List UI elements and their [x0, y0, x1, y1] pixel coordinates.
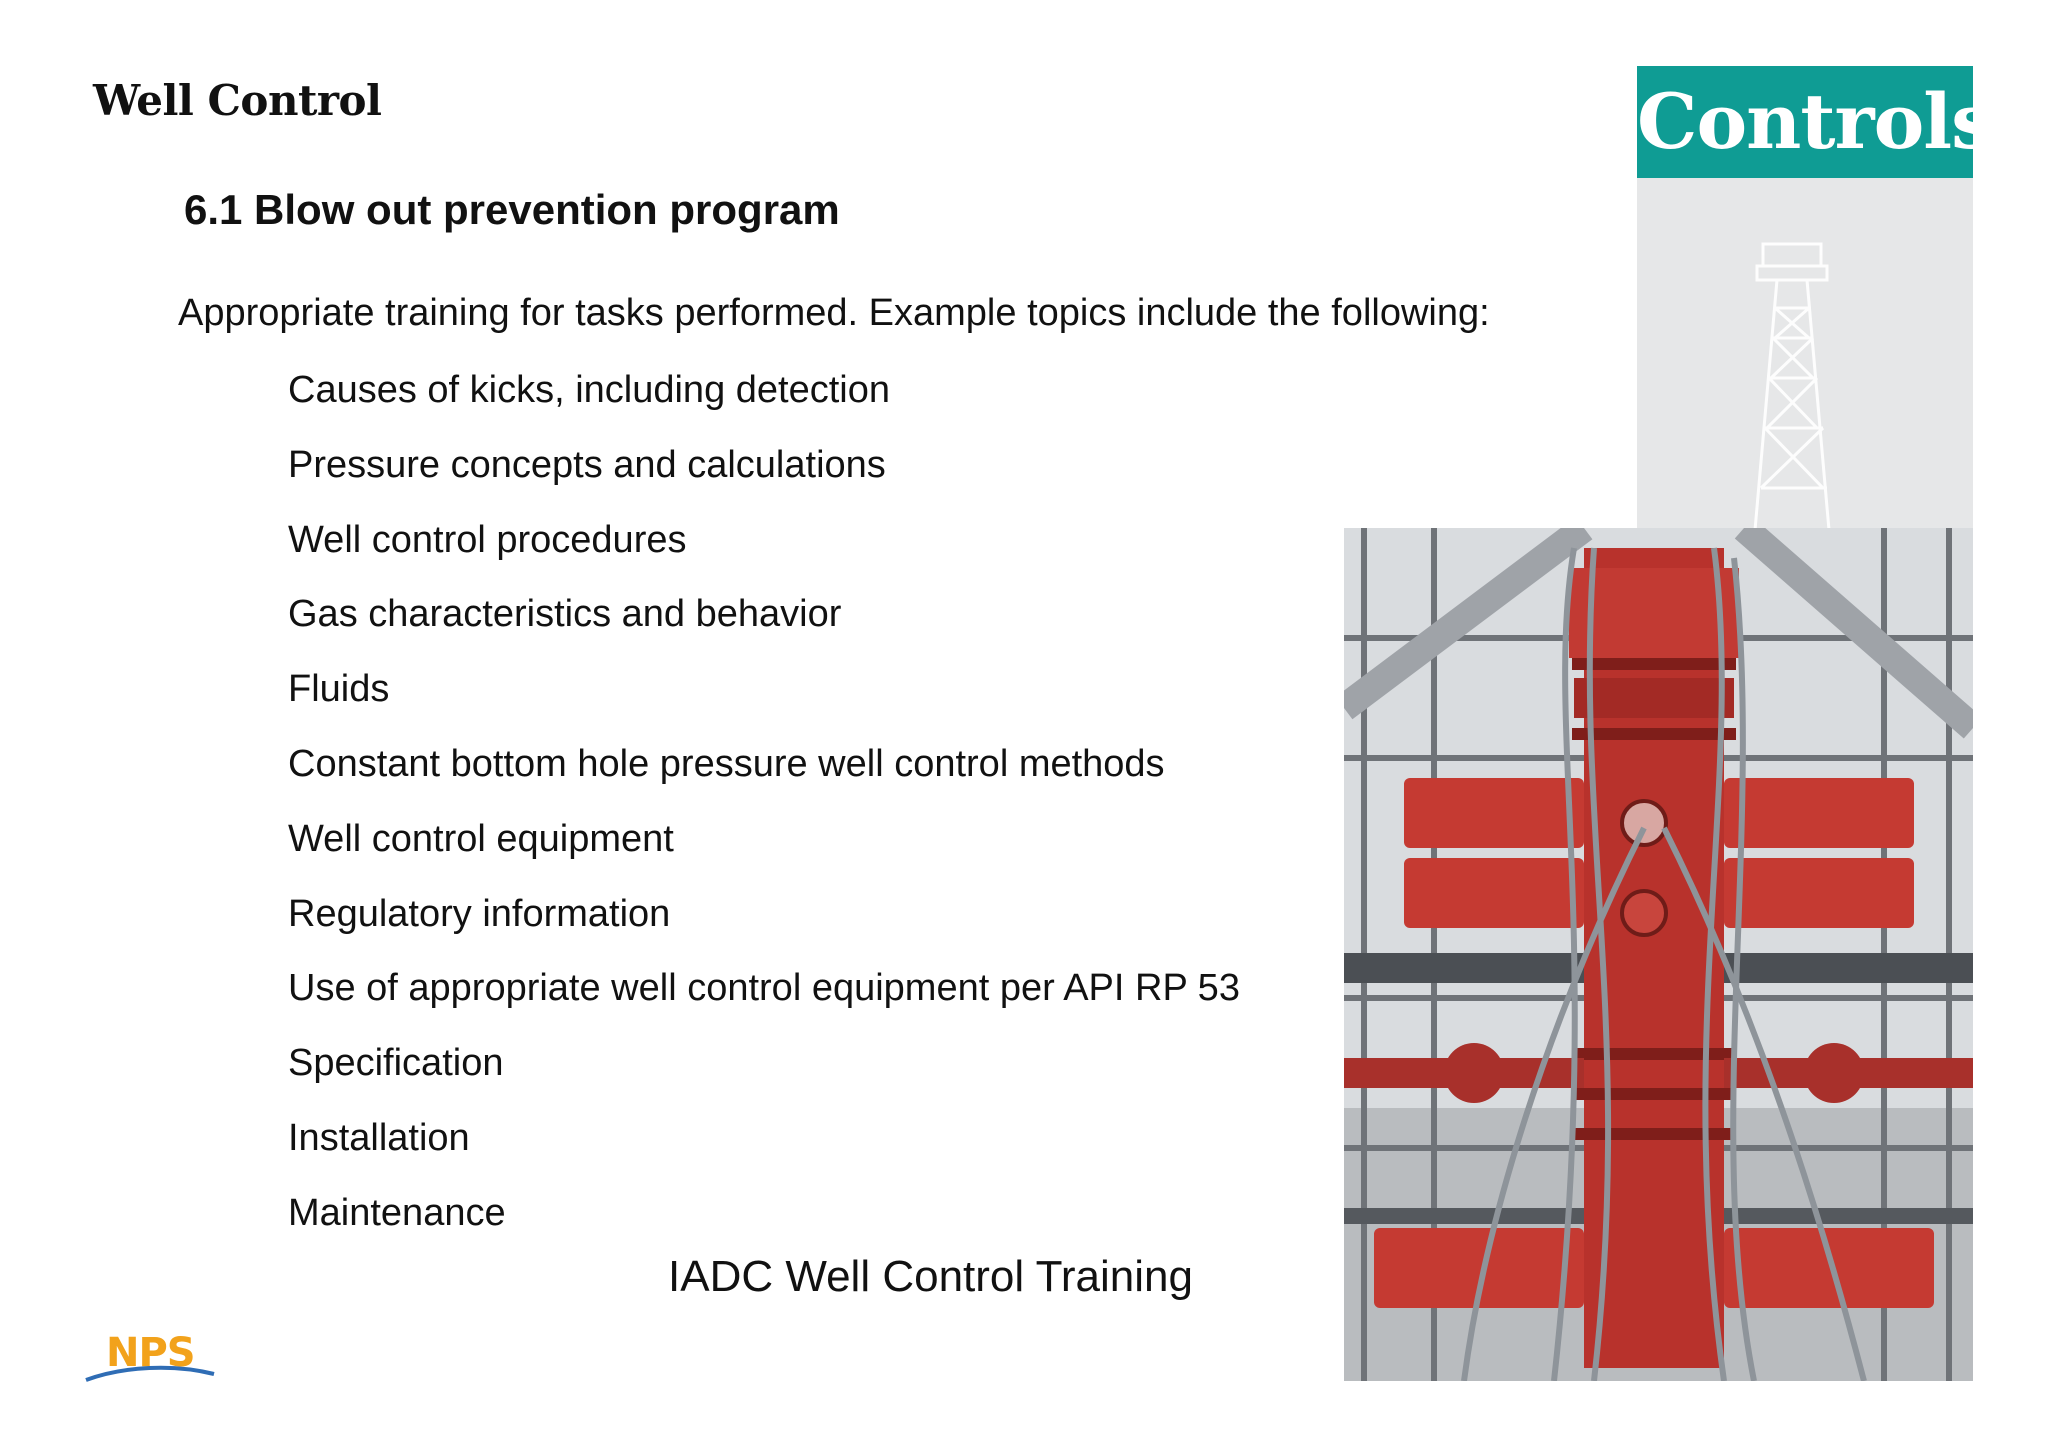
topics-list [288, 364, 1240, 1262]
list-item: Installation [288, 1116, 470, 1159]
list-item: Causes of kicks, including detection [288, 369, 890, 411]
list-item: Fluids [288, 668, 390, 711]
list-item: Well control equipment [288, 817, 674, 860]
list-item: Specification [288, 1042, 504, 1085]
list-item: Gas characteristics and behavior [288, 593, 842, 636]
list-item: Constant bottom hole pressure well control methods [288, 742, 1165, 785]
list-item: Well control procedures [288, 518, 687, 561]
footer-text: IADC Well Control Training [668, 1252, 1193, 1301]
list-item: Regulatory information [288, 892, 671, 935]
nps-logo-text: NPS [106, 1330, 195, 1376]
list-item: Use of appropriate well control equipment per API RP 53 [288, 967, 1240, 1010]
list-item: Maintenance [288, 1191, 506, 1234]
page-header-title: Well Control [93, 76, 382, 125]
derrick-icon [1637, 178, 1973, 530]
swoosh-icon [84, 1330, 216, 1386]
section-title: 6.1 Blow out prevention program [184, 186, 840, 233]
list-item: Pressure concepts and calculations [288, 443, 886, 486]
intro-text: Appropriate training for tasks performed. Example topics include the following: [178, 292, 1490, 334]
nps-logo [84, 1330, 216, 1386]
bop-stack-photo [1344, 528, 1973, 1381]
controls-badge: Controls [1637, 66, 1973, 178]
derrick-panel [1637, 178, 1973, 530]
